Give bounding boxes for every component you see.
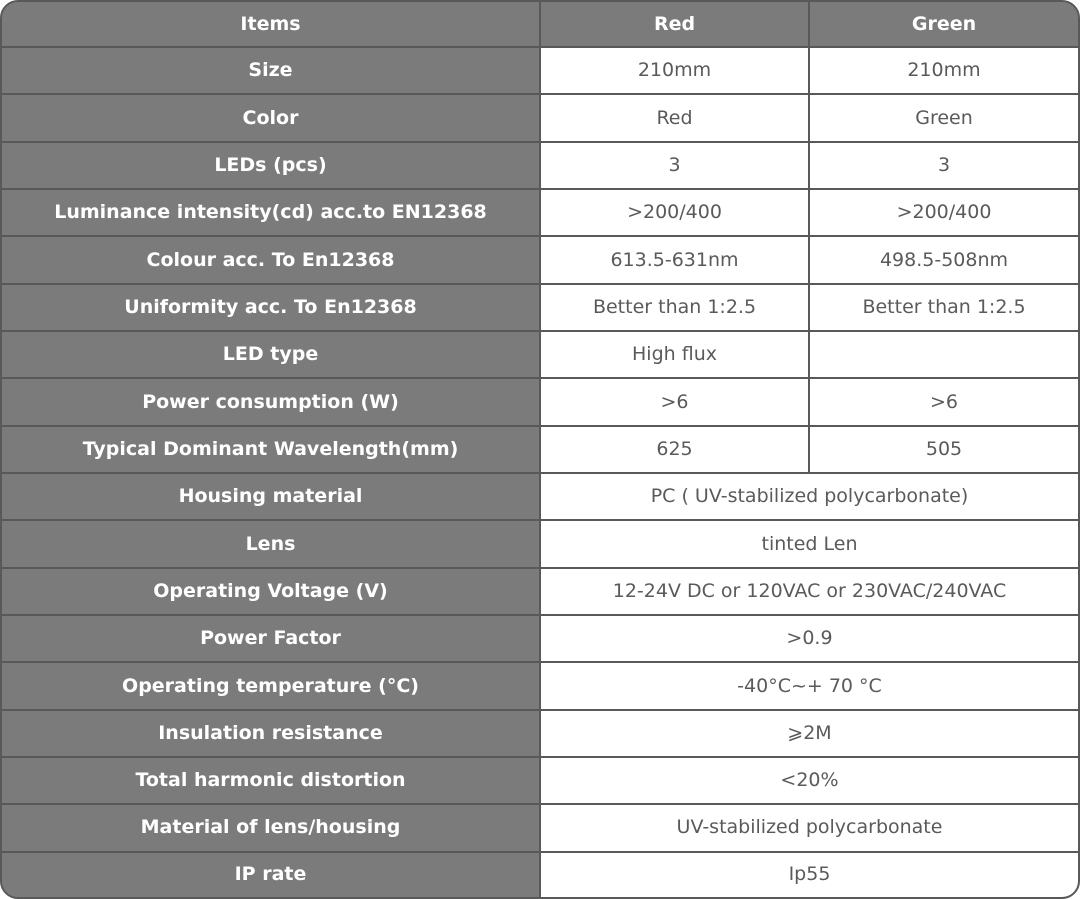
table-row [2,520,1078,567]
table-row [2,426,1078,473]
table-row [2,804,1078,851]
row-label: Typical Dominant Wavelength(mm) [2,426,540,473]
row-value-shared: PC ( UV-stabilized polycarbonate) [540,473,1078,520]
table-row [2,710,1078,757]
row-value-red: 613.5-631nm [540,236,809,283]
table-row [2,568,1078,615]
table-row [2,47,1078,94]
row-label: Power Factor [2,615,540,662]
row-label: LEDs (pcs) [2,142,540,189]
row-label: Size [2,47,540,94]
table-row [2,852,1078,897]
row-value-green: >200/400 [809,189,1078,236]
row-label: Total harmonic distortion [2,757,540,804]
row-value-shared: >0.9 [540,615,1078,662]
row-value-green: >6 [809,378,1078,425]
row-label: Material of lens/housing [2,804,540,851]
table-row [2,236,1078,283]
table-row [2,142,1078,189]
row-label: IP rate [2,852,540,897]
table-row [2,662,1078,709]
row-value-red: >200/400 [540,189,809,236]
row-value-green: 498.5-508nm [809,236,1078,283]
table-row [2,757,1078,804]
row-label: Power consumption (W) [2,378,540,425]
row-value-green: Green [809,94,1078,141]
row-label: Operating Voltage (V) [2,568,540,615]
row-label: Lens [2,520,540,567]
row-value-shared: 12-24V DC or 120VAC or 230VAC/240VAC [540,568,1078,615]
header-red: Red [540,2,809,47]
row-value-green: 3 [809,142,1078,189]
header-items: Items [2,2,540,47]
row-value-red: Red [540,94,809,141]
row-label: Color [2,94,540,141]
row-value-red: >6 [540,378,809,425]
row-value-green: 505 [809,426,1078,473]
table-row [2,378,1078,425]
row-value-green [809,331,1078,378]
table-row [2,284,1078,331]
row-value-shared: <20% [540,757,1078,804]
table-row [2,473,1078,520]
row-value-shared: tinted Len [540,520,1078,567]
row-value-shared: -40°C~+ 70 °C [540,662,1078,709]
row-value-red: Better than 1:2.5 [540,284,809,331]
row-value-red: High flux [540,331,809,378]
row-value-red: 625 [540,426,809,473]
spec-table [2,2,1078,897]
row-label: Luminance intensity(cd) acc.to EN12368 [2,189,540,236]
row-label: Housing material [2,473,540,520]
row-value-shared: UV-stabilized polycarbonate [540,804,1078,851]
row-label: Colour acc. To En12368 [2,236,540,283]
row-label: Operating temperature (°C) [2,662,540,709]
header-green: Green [809,2,1078,47]
table-row [2,94,1078,141]
row-value-red: 3 [540,142,809,189]
row-value-green: Better than 1:2.5 [809,284,1078,331]
table-row [2,615,1078,662]
row-value-shared: ⩾2M [540,710,1078,757]
row-label: LED type [2,331,540,378]
table-row [2,189,1078,236]
row-value-shared: Ip55 [540,852,1078,897]
row-label: Uniformity acc. To En12368 [2,284,540,331]
table-row [2,331,1078,378]
row-value-green: 210mm [809,47,1078,94]
row-label: Insulation resistance [2,710,540,757]
row-value-red: 210mm [540,47,809,94]
header-row [2,2,1078,47]
